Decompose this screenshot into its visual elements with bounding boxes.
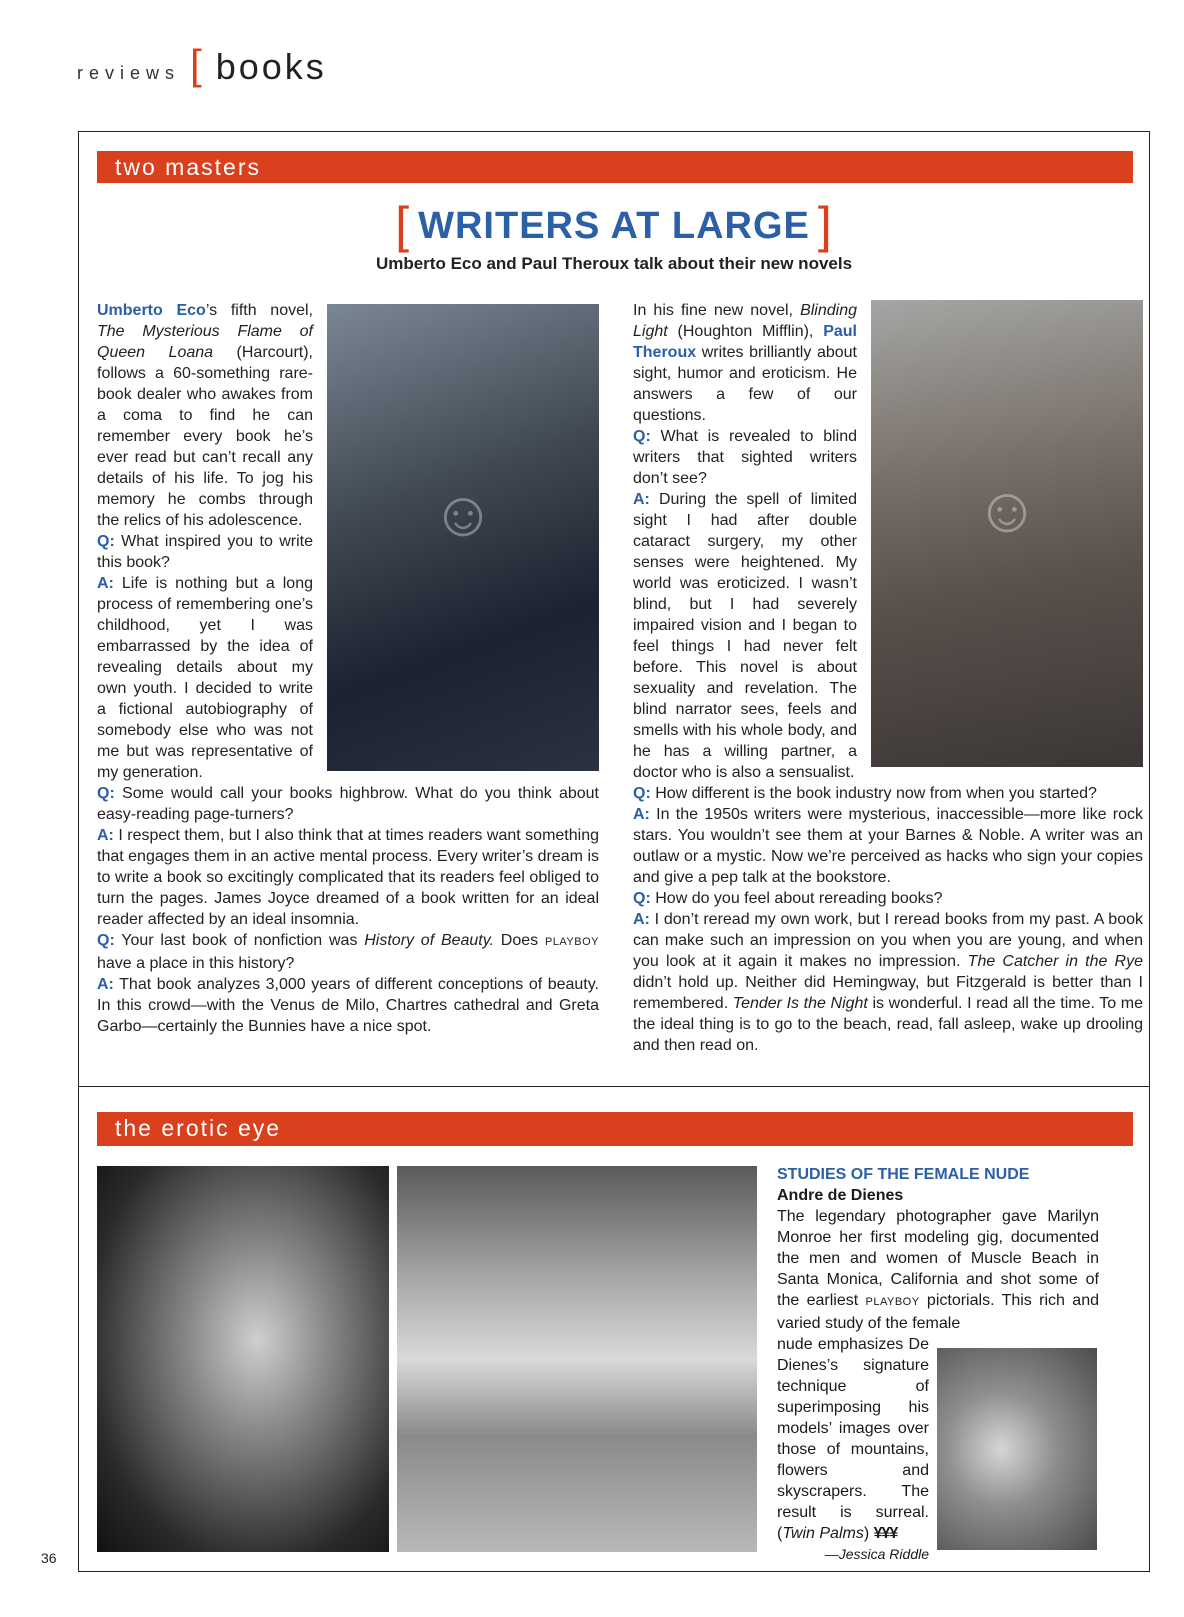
eco-intro-text: ’s fifth novel,: [205, 302, 314, 319]
category-label: books: [215, 46, 327, 87]
a-label: A:: [97, 976, 114, 993]
review-playboy: PLAYBOY: [865, 1296, 920, 1308]
nude-photo-2: [397, 1166, 757, 1552]
q-label: Q:: [633, 785, 651, 802]
erotic-eye-banner: the erotic eye: [97, 1112, 1133, 1146]
eco-q3-playboy: PLAYBOY: [544, 936, 599, 948]
review-author: Andre de Dienes: [777, 1187, 904, 1204]
eco-a1-text: Life is nothing but a long process of remembering one’s childhood, yet I was embarrassed by the idea of revealing details about my own youth. I decided to write a fictional autobiography of somebody else who was not me but was representative of my generation.: [97, 575, 313, 781]
a-label: A:: [97, 827, 114, 844]
person-photo-icon: ☺: [974, 473, 1040, 546]
theroux-intro-text: In his fine new novel,: [633, 302, 801, 319]
eco-photo: [327, 304, 599, 771]
two-masters-banner: two masters: [97, 151, 1133, 183]
eco-intro-text-2: (Harcourt), follows a 60-something rare-book dealer who awakes from a coma to find he can remember every book he’s ever read but can’t recall any details of his life. To jog his memory he combs through the relics of his adolescence.: [97, 344, 313, 529]
review-heading: STUDIES OF THE FEMALE NUDE: [777, 1166, 1030, 1183]
eco-name: Umberto Eco: [97, 302, 206, 319]
a-label: A:: [633, 911, 650, 928]
eco-a3-text: That book analyzes 3,000 years of different conceptions of beauty. In this crowd—with the Venus de Milo, Chartres cathedral and Greta Garbo—certainly the Bunnies have a nice spot.: [97, 976, 599, 1035]
person-photo-icon: ☺: [430, 477, 496, 550]
theroux-book-title: Blinding Light: [633, 302, 857, 340]
theroux-intro-text-3: writes brilliantly about sight, humor and eroticism. He answers a few of our questions.: [633, 344, 857, 424]
theroux-photo: [871, 300, 1143, 767]
nude-photo-3: [937, 1348, 1097, 1550]
page-header: [77, 41, 327, 88]
theroux-intro-text-2: (Houghton Mifflin),: [667, 323, 824, 340]
theroux-a3-text-2: didn’t hold up. Neither did Hemingway, but Fitzgerald is better than I remembered.: [633, 974, 1143, 1012]
eco-column: [97, 300, 599, 1037]
title-text: WRITERS AT LARGE: [418, 205, 810, 247]
review-body-2: [777, 1334, 929, 1544]
article-frame: [78, 131, 1150, 1572]
q-label: Q:: [97, 533, 115, 550]
a-label: A:: [633, 491, 650, 508]
review-body-text-3: nude emphasizes De Dienes’s signature technique of superimposing his models’ images over those of mountains, flowers and skyscrapers. The result is surreal. (: [777, 1336, 929, 1542]
a-label: A:: [633, 806, 650, 823]
q-label: Q:: [97, 932, 115, 949]
eco-q2-text: Some would call your books highbrow. What do you think about easy-reading page-turners?: [97, 785, 599, 823]
theroux-a2-text: In the 1950s writers were mysterious, inaccessible—more like rock stars. You wouldn’t see them at your Barnes & Noble. A writer was an outlaw or a mystic. Now we’re perceived as hacks who sign your copies and give a pep talk at the bookstore.: [633, 806, 1143, 886]
eco-book-title: The Mysterious Flame of Queen Loana: [97, 323, 313, 361]
eco-q3: [97, 930, 599, 974]
theroux-a3-text-3: is wonderful. I read all the time. To me the ideal thing is to go to the beach, read, fall asleep, wake up drooling and then read on.: [633, 995, 1143, 1054]
theroux-q1-text: What is revealed to blind writers that sighted writers don’t see?: [633, 428, 857, 487]
eco-q3-book: History of Beauty.: [364, 932, 495, 949]
reviewer-signature: —Jessica Riddle: [824, 1546, 929, 1562]
title-open-bracket: [: [395, 197, 411, 253]
eco-a2-text: I respect them, but I also think that at times readers want something that engages them in an active mental process. Every writer’s dream is to write a book so excitingly complicated that its readers feel obliged to turn the pages. James Joyce dreamed of a book written for an ideal reader affected by an ideal insomnia.: [97, 827, 599, 928]
article-subtitle: Umberto Eco and Paul Theroux talk about their new novels: [375, 254, 853, 273]
rating-icon: ¥¥¥: [873, 1525, 898, 1542]
theroux-name: Paul Theroux: [633, 323, 857, 361]
q-label: Q:: [633, 428, 651, 445]
review-body-text-4: ): [863, 1525, 874, 1542]
header-bracket: [: [190, 41, 202, 88]
review-body-1: [777, 1206, 1099, 1334]
q-label: Q:: [97, 785, 115, 802]
eco-a3: [97, 974, 599, 1037]
q-label: Q:: [633, 890, 651, 907]
review-body-text-2: pictorials. This rich and varied study of the female: [777, 1292, 1099, 1332]
theroux-q3-text: How do you feel about rereading books?: [655, 890, 943, 907]
theroux-a2: [633, 804, 1143, 888]
section-divider: [79, 1086, 1149, 1087]
theroux-column: [633, 300, 1143, 1056]
theroux-a3: [633, 909, 1143, 1056]
review-publisher: Twin Palms: [782, 1525, 864, 1542]
page-number: 36: [41, 1550, 57, 1566]
eco-q3-text-3: have a place in this history?: [97, 955, 295, 972]
theroux-q2: [633, 783, 1143, 804]
eco-q1-text: What inspired you to write this book?: [97, 533, 313, 571]
theroux-q2-text: How different is the book industry now from when you started?: [655, 785, 1097, 802]
theroux-a1-text: During the spell of limited sight I had after double cataract surgery, my other senses were heightened. My world was eroticized. I wasn’t blind, but I had severely impaired vision and I began to feel things I had never felt before. This novel is about sexuality and revelation. The blind narrator sees, feels and smells with his whole body, and he has a willing partner, a doctor who is also a sensualist.: [633, 491, 858, 781]
eco-a2: [97, 825, 599, 930]
eco-q3-text-2: Does: [494, 932, 545, 949]
review-body-text: The legendary photographer gave Marilyn Monroe her first modeling gig, documented the men and women of Muscle Beach in Santa Monica, California and shot some of the earliest: [777, 1208, 1099, 1309]
theroux-a3-book-2: Tender Is the Night: [732, 995, 868, 1012]
title-close-bracket: ]: [817, 197, 833, 253]
eco-q3-text: Your last book of nonfiction was: [121, 932, 365, 949]
theroux-q3: [633, 888, 1143, 909]
eco-q2: [97, 783, 599, 825]
section-label: reviews: [77, 63, 181, 83]
nude-photo-1: [97, 1166, 389, 1552]
theroux-a3-text: I don’t reread my own work, but I reread books from my past. A book can make such an impression on you when you are young, and when you look at it again it makes no impression.: [633, 911, 1144, 970]
a-label: A:: [97, 575, 114, 592]
theroux-a3-book-1: The Catcher in the Rye: [967, 953, 1143, 970]
article-title: [79, 196, 1149, 254]
